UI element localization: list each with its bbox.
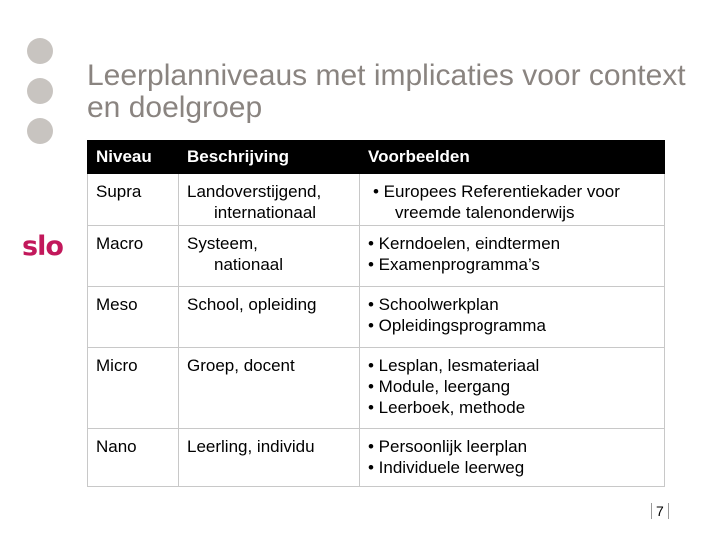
cell-line: vreemde talenonderwijs: [395, 203, 575, 222]
cell-line: • Leerboek, methode: [368, 398, 526, 417]
header-niveau: Niveau: [88, 141, 179, 174]
cell-line: • Individuele leerweg: [368, 458, 525, 477]
table-row: [88, 226, 665, 287]
decorative-dot: [27, 118, 53, 144]
cell-line: • Europees Referentiekader voor: [373, 182, 620, 201]
cell-line: nationaal: [214, 255, 284, 274]
cell-voorbeelden: [360, 429, 665, 487]
cell-niveau: Macro: [88, 226, 179, 287]
cell-line: • Module, leergang: [368, 377, 511, 396]
cell-line: • Persoonlijk leerplan: [368, 437, 528, 456]
cell-niveau: Micro: [88, 348, 179, 429]
levels-table: [87, 140, 665, 487]
cell-beschrijving: [179, 429, 360, 487]
cell-voorbeelden: [360, 287, 665, 348]
decorative-dot: [27, 38, 53, 64]
cell-niveau: Supra: [88, 174, 179, 226]
cell-line: • Examenprogramma’s: [368, 255, 540, 274]
cell-line: Leerling, individu: [187, 437, 315, 456]
cell-beschrijving: [179, 174, 360, 226]
cell-voorbeelden: [360, 348, 665, 429]
cell-line: • Opleidingsprogramma: [368, 316, 546, 335]
slide-title: Leerplanniveaus met implicaties voor context en doelgroep: [87, 59, 686, 124]
header-voorbeelden: Voorbeelden: [360, 141, 665, 174]
cell-line: • Kerndoelen, eindtermen: [368, 234, 561, 253]
table-row: [88, 429, 665, 487]
table-header-row: [88, 141, 665, 174]
cell-line: • Lesplan, lesmateriaal: [368, 356, 540, 375]
header-beschrijving: Beschrijving: [179, 141, 360, 174]
cell-line: Landoverstijgend,: [187, 182, 322, 201]
decorative-dot: [27, 78, 53, 104]
cell-line: Systeem,: [187, 234, 258, 253]
cell-niveau: Meso: [88, 287, 179, 348]
cell-beschrijving: [179, 287, 360, 348]
cell-beschrijving: [179, 226, 360, 287]
cell-beschrijving: [179, 348, 360, 429]
table-row: [88, 174, 665, 226]
cell-voorbeelden: [360, 174, 665, 226]
cell-line: • Schoolwerkplan: [368, 295, 499, 314]
slo-logo: slo: [22, 231, 63, 262]
cell-niveau: Nano: [88, 429, 179, 487]
page-number: 7: [651, 503, 669, 519]
table-row: [88, 348, 665, 429]
table-row: [88, 287, 665, 348]
cell-voorbeelden: [360, 226, 665, 287]
cell-line: School, opleiding: [187, 295, 317, 314]
cell-line: Groep, docent: [187, 356, 295, 375]
cell-line: internationaal: [214, 203, 317, 222]
